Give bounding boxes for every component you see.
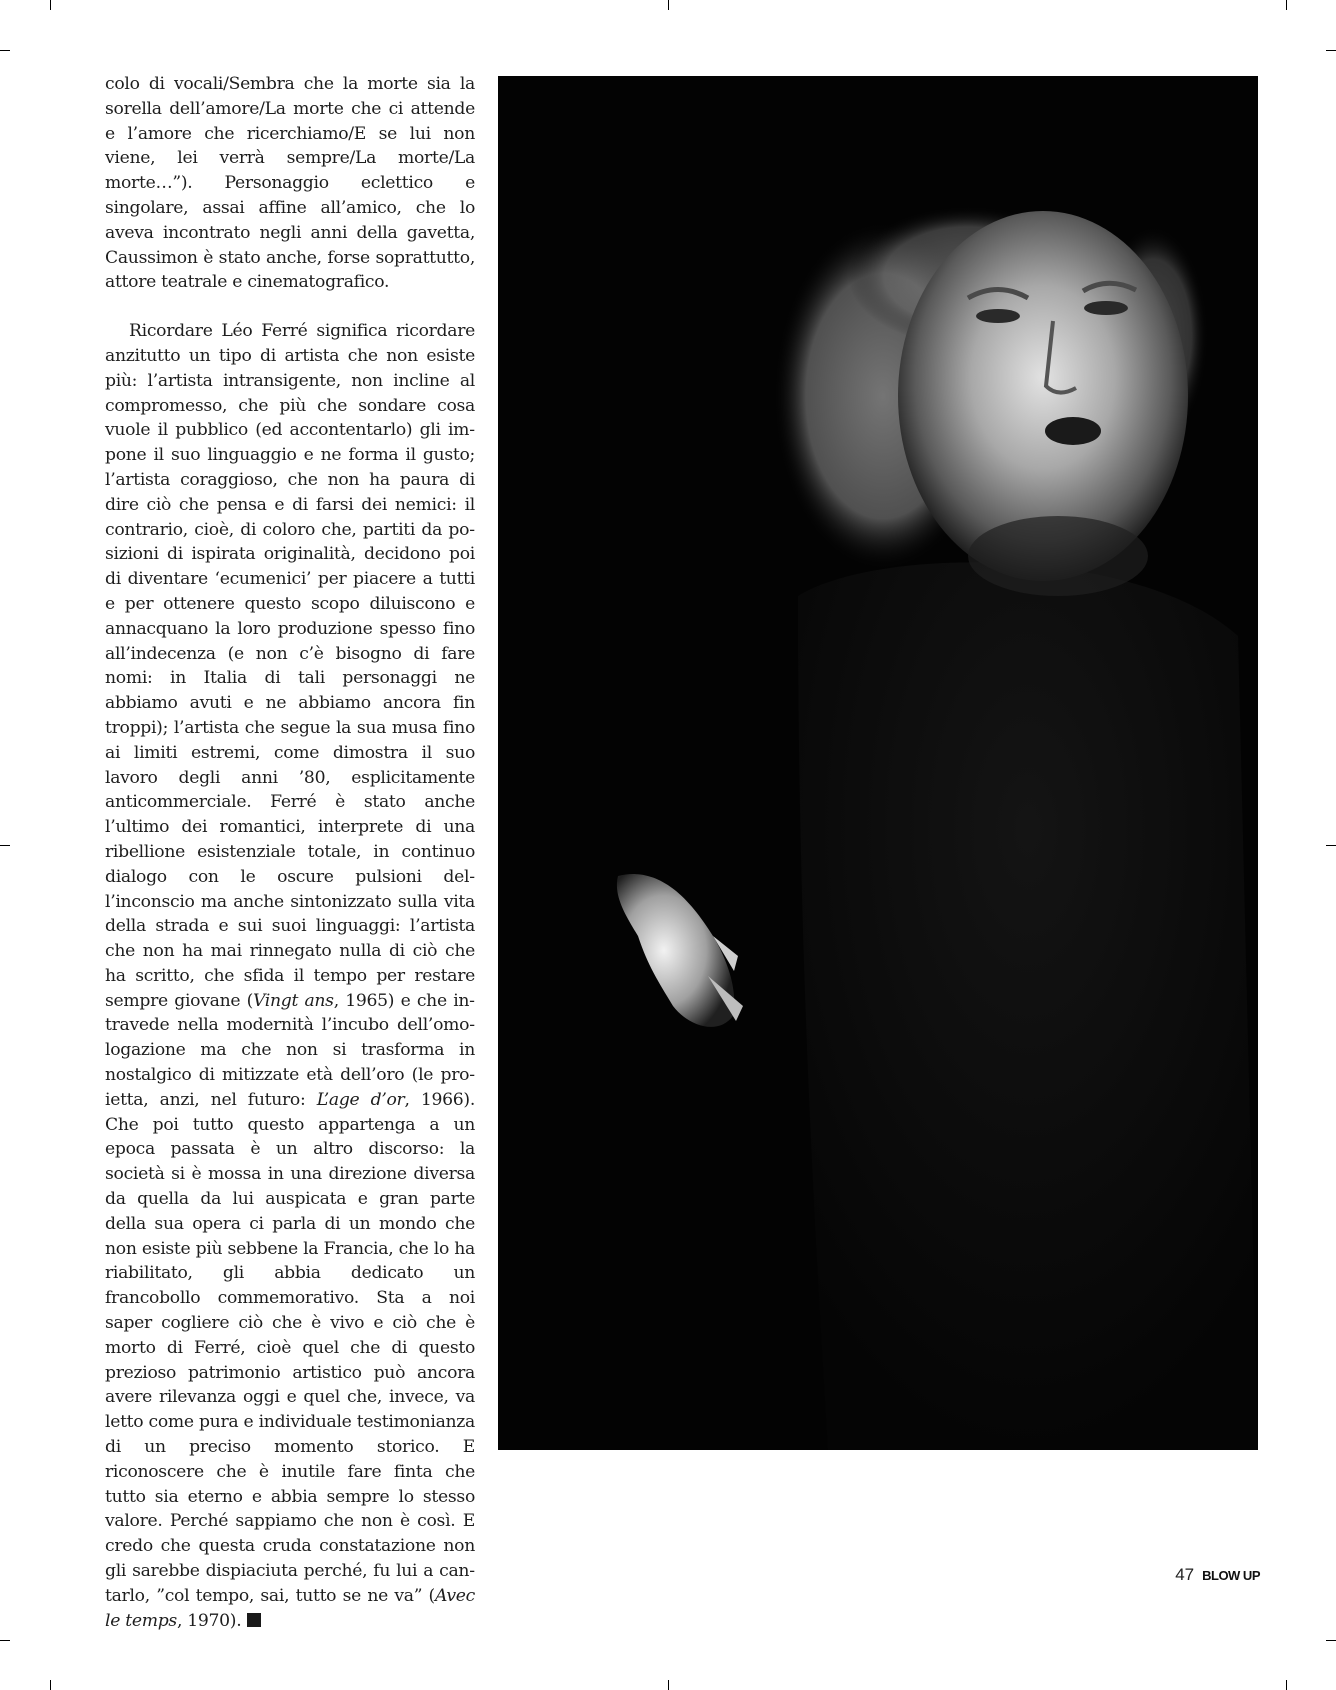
crop-mark	[0, 50, 10, 51]
crop-mark	[1326, 1640, 1336, 1641]
magazine-logo: BLOW UP	[1202, 1568, 1260, 1583]
song-title: Vingt ans	[253, 990, 334, 1011]
crop-mark	[668, 1680, 669, 1690]
paragraph-text: , 1965) e che intravede nella modernità l’incubo dell’omologazione ma che non si trasforma in nostalgico di mitizzate età dell’oro (le proietta, anzi, nel futuro:	[105, 990, 475, 1110]
paragraph-text: Ricordare Léo Ferré significa ricordare anzitutto un tipo di artista che non esiste più: l’artista intransigente, non incline al compromesso, che più che sondare cosa vuole il pubblico (ed accontentarlo) gli impone il suo linguaggio e ne forma il gusto; l’artista coraggioso, che non ha paura di dire ciò che pensa e di farsi dei nemici: il contrario, cioè, di coloro che, partiti da posizioni di ispirata originalità, decidono poi di diventare ‘ecumenici’ per piacere a tutti e per ottenere questo scopo diluiscono e annacquano la loro produzione spesso fino all’indecenza (e non c’è bisogno di fare nomi: in Italia di tali personaggi ne abbiamo avuti e ne abbiamo ancora fin troppi); l’artista che segue la sua musa fino ai limiti estremi, come dimostra il suo lavoro degli anni ’80, esplicitamente anticommerciale. Ferré è stato anche l’ultimo dei romantici, interprete di una ribellione esistenziale totale, in continuo dialogo con le oscure pulsioni dell’inconscio ma anche sintonizzato sulla vita della strada e sui suoi linguaggi: l’artista che non ha mai rinnegato nulla di ciò che ha scritto, che sfida il tempo per restare sempre giovane (	[105, 321, 475, 1011]
article-paragraph	[105, 72, 475, 295]
article-column	[105, 72, 475, 1633]
crop-mark	[1326, 845, 1336, 846]
crop-mark	[1286, 1680, 1287, 1690]
paragraph-text: colo di vocali/Sembra che la morte sia la sorella dell’amore/La morte che ci attende e l’amore che ricerchiamo/E se lui non viene, lei verrà sempre/La morte/La morte…”). Personaggio eclettico e singolare, assai affine all’amico, che lo aveva incontrato negli anni della gavetta, Caussimon è stato anche, forse soprattutto, attore teatrale e cinematografico.	[105, 74, 475, 293]
page-number: 47	[1175, 1565, 1195, 1584]
crop-mark	[50, 1680, 51, 1690]
crop-mark	[668, 0, 669, 10]
crop-mark	[50, 0, 51, 10]
crop-mark	[0, 1640, 10, 1641]
paragraph-text: , 1966). Che poi tutto questo appartenga a un epoca passata è un altro discorso: la società si è mossa in una direzione diversa da quella da lui auspicata e gran parte della sua opera ci parla di un mondo che non esiste più sebbene la Francia, che lo ha riabilitato, gli abbia dedicato un francobollo commemorativo. Sta a noi saper cogliere ciò che è vivo e ciò che è morto di Ferré, cioè quel che di questo prezioso patrimonio artistico può ancora avere rilevanza oggi e quel che, invece, va letto come pura e individuale testimonianza di un preciso momento storico. E riconoscere che è inutile fare finta che tutto sia eterno e abbia sempre lo stesso valore. Perché sappiamo che non è così. E credo che questa cruda constatazione non gli sarebbe dispiaciuta perché, fu lui a cantarlo, ”col tempo, sai, tutto se ne va” (	[105, 1089, 476, 1606]
crop-mark	[1326, 50, 1336, 51]
song-title: Avec le temps	[105, 1585, 475, 1631]
end-of-article-mark	[247, 1613, 261, 1627]
crop-mark	[0, 845, 10, 846]
paragraph-text: , 1970).	[176, 1610, 242, 1631]
article-paragraph	[105, 319, 475, 1633]
song-title: L’age d’or	[316, 1089, 405, 1110]
crop-mark	[1286, 0, 1287, 10]
page-footer	[1175, 1565, 1260, 1585]
performer-photo	[498, 76, 1258, 1450]
